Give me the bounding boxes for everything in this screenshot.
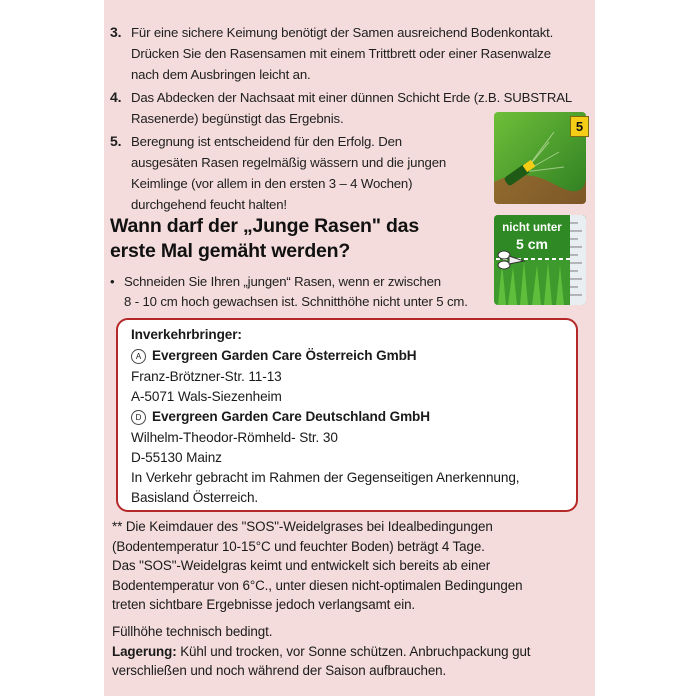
mowing-instruction	[110, 272, 488, 312]
country-code-badge: D	[131, 410, 146, 425]
step-line: Rasenerde) begünstigt das Ergebnis.	[131, 111, 344, 126]
step-line: nach dem Ausbringen leicht an.	[131, 67, 311, 82]
footnote-line: treten sichtbare Ergebnisse jedoch verlangsamt ein.	[112, 597, 416, 612]
company-name: Evergreen Garden Care Österreich GmbH	[152, 348, 417, 363]
footnote-line: Bodentemperatur von 6°C., unter diesen nicht-optimalen Bedingungen	[112, 578, 523, 593]
distributor-box	[116, 318, 578, 512]
step-line: Drücken Sie den Rasensamen mit einem Trittbrett oder einer Rasenwalze	[131, 46, 551, 61]
step-number: 5.	[110, 133, 122, 149]
heading-line: Wann darf der „Junge Rasen" das	[110, 215, 419, 237]
address-street: Franz-Brötzner-Str. 11-13	[131, 369, 282, 384]
mow-label-height: 5 cm	[516, 236, 548, 252]
address-city: D-55130 Mainz	[131, 450, 222, 465]
fill-level-note: Füllhöhe technisch bedingt.	[112, 624, 273, 639]
bullet-line: 8 - 10 cm hoch gewachsen ist. Schnitthöhe nicht unter 5 cm.	[124, 294, 468, 309]
mowing-height-illustration	[494, 215, 586, 305]
step-3	[110, 22, 590, 85]
step-5-badge: 5	[570, 116, 589, 137]
step-line: Das Abdecken der Nachsaat mit einer dünnen Schicht Erde (z.B. SUBSTRAL	[131, 90, 573, 105]
distributor-title: Inverkehrbringer:	[131, 327, 242, 342]
footnote-line: (Bodentemperatur 10-15°C und feuchter Boden) beträgt 4 Tage.	[112, 539, 485, 554]
distributor-austria	[131, 346, 417, 366]
bullet-dot: •	[110, 274, 115, 289]
step-line: Für eine sichere Keimung benötigt der Samen ausreichend Bodenkontakt.	[131, 25, 554, 40]
step-line: ausgesäten Rasen regelmäßig wässern und die jungen	[131, 155, 447, 170]
step-line: Beregnung ist entscheidend für den Erfolg. Den	[131, 134, 402, 149]
product-label-panel	[104, 0, 595, 696]
step-number: 3.	[110, 24, 122, 40]
step-number: 4.	[110, 89, 122, 105]
step-5	[110, 131, 486, 215]
distributor-germany	[131, 407, 430, 427]
mowing-heading	[110, 214, 500, 264]
address-city: A-5071 Wals-Siezenheim	[131, 389, 282, 404]
storage-note	[112, 642, 530, 662]
step-line: Keimlinge (vor allem in den ersten 3 – 4 Wochen)	[131, 176, 413, 191]
storage-label: Lagerung:	[112, 644, 177, 659]
mutual-recognition-note: In Verkehr gebracht im Rahmen der Gegenseitigen Anerkennung,	[131, 470, 520, 485]
address-street: Wilhelm-Theodor-Römheld- Str. 30	[131, 430, 338, 445]
mutual-recognition-note: Basisland Österreich.	[131, 490, 259, 505]
footnote-line: ** Die Keimdauer des "SOS"-Weidelgrases bei Idealbedingungen	[112, 519, 493, 534]
mow-label-top: nicht unter	[502, 222, 562, 234]
country-code-badge: A	[131, 349, 146, 364]
footnote-line: Das "SOS"-Weidelgras keimt und entwickelt sich bereits ab einer	[112, 558, 491, 573]
storage-note-line2: verschließen und noch während der Saison aufbrauchen.	[112, 663, 447, 678]
step-line: durchgehend feucht halten!	[131, 197, 287, 212]
company-name: Evergreen Garden Care Deutschland GmbH	[152, 409, 430, 424]
heading-line: erste Mal gemäht werden?	[110, 240, 351, 262]
storage-text: Kühl und trocken, vor Sonne schützen. Anbruchpackung gut	[176, 644, 531, 659]
bullet-line: Schneiden Sie Ihren „jungen“ Rasen, wenn er zwischen	[124, 274, 441, 289]
